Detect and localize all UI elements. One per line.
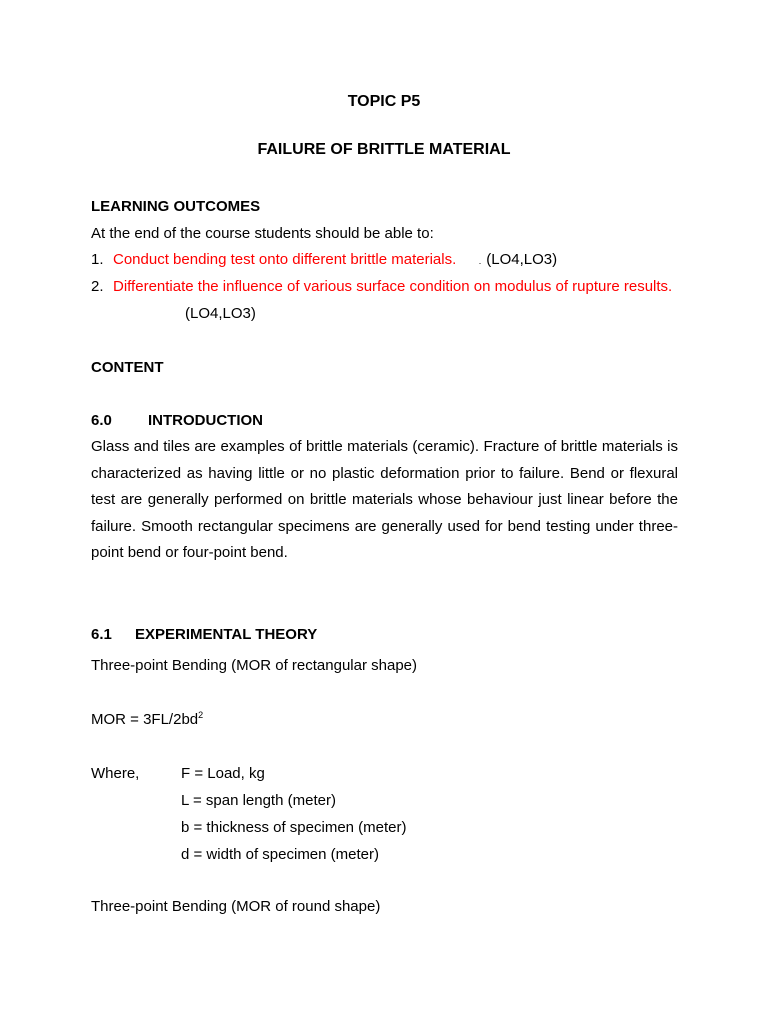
definition-load: F = Load, kg: [181, 765, 265, 782]
formula-main: MOR = 3FL/2bd: [91, 711, 199, 728]
item-code: (LO4,LO3): [486, 251, 558, 268]
item-text: Differentiate the influence of various surface condition on modulus of rupture results.: [113, 278, 673, 295]
introduction-paragraph: Glass and tiles are examples of brittle materials (ceramic). Fracture of brittle materials is characterized as having little or no plastic deformation prior to failure. Bend or flexural test are generally performed on brittle materials whose behaviour just linear before the failure. Smooth rectangular specimens are generally used for bend testing under three-point bend or four-point bend.: [91, 438, 678, 561]
subheading-round: Three-point Bending (MOR of round shape): [91, 898, 381, 915]
item-number: 1.: [91, 251, 104, 268]
learning-outcome-item-2: [91, 278, 672, 295]
mor-formula: [91, 711, 203, 728]
section-number-6-1: 6.1: [91, 626, 112, 643]
learning-outcome-item-2-code: (LO4,LO3): [185, 305, 256, 322]
item-number: 2.: [91, 278, 104, 295]
section-heading-experimental-theory: EXPERIMENTAL THEORY: [135, 626, 318, 643]
learning-outcomes-intro: At the end of the course students should be able to:: [91, 225, 434, 242]
content-heading: CONTENT: [91, 359, 164, 376]
definition-thickness: b = thickness of specimen (meter): [181, 819, 407, 836]
item-marker: .: [478, 256, 482, 266]
document-title: FAILURE OF BRITTLE MATERIAL: [257, 141, 511, 158]
formula-exponent: 2: [198, 710, 204, 720]
subheading-rectangular: Three-point Bending (MOR of rectangular shape): [91, 657, 418, 674]
section-heading-introduction: INTRODUCTION: [148, 412, 263, 429]
where-label: Where,: [91, 765, 140, 782]
learning-outcome-item-1: [91, 251, 557, 268]
learning-outcomes-heading: LEARNING OUTCOMES: [91, 198, 261, 215]
section-number-6-0: 6.0: [91, 412, 112, 429]
definition-width: d = width of specimen (meter): [181, 846, 379, 863]
definition-span-length: L = span length (meter): [181, 792, 336, 809]
item-text: Conduct bending test onto different brittle materials.: [113, 251, 457, 268]
topic-label: TOPIC P5: [347, 93, 421, 110]
